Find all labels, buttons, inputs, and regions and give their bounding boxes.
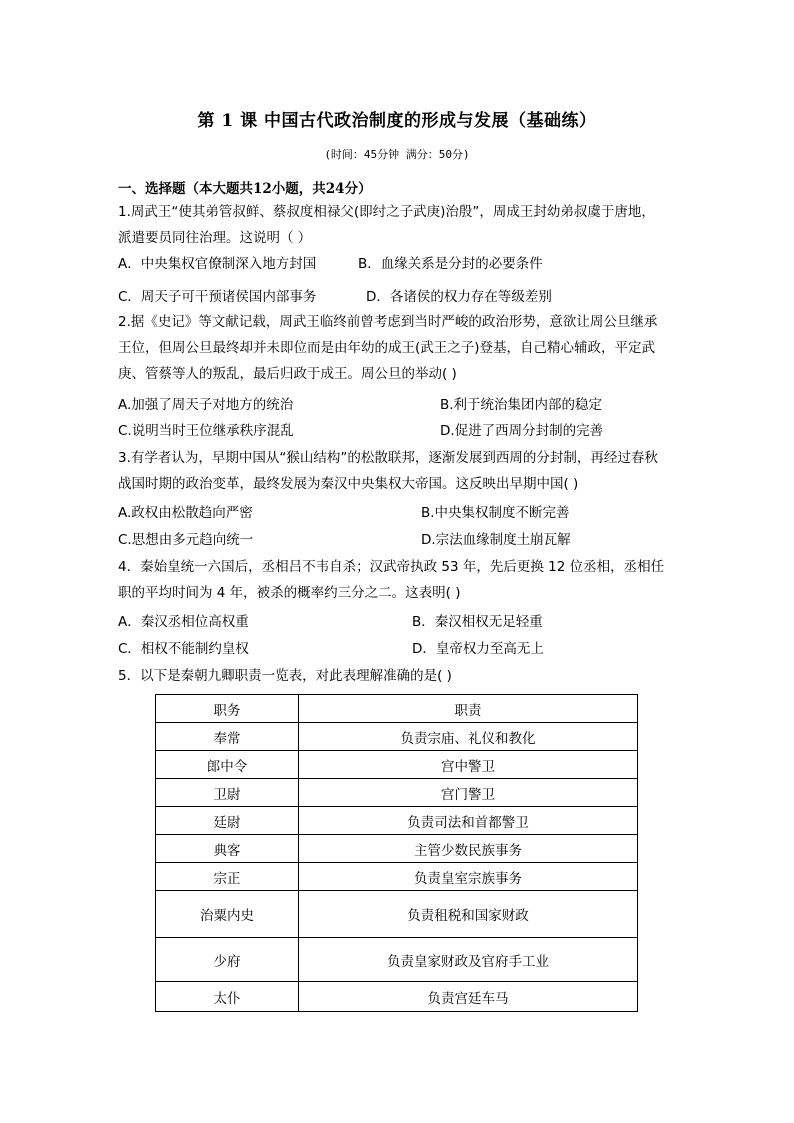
- question-line: 1.周武王“使其弟管叔鲜、蔡叔度相禄父(即纣之子武庚)治殷”，周成王封幼弟叔虞于唐地，: [118, 204, 655, 220]
- question-line: 4．秦始皇统一六国后，丞相吕不韦自杀；汉武帝执政 53 年，先后更换 12 位丞相，丞相任: [118, 559, 665, 575]
- question-line: 庚、管蔡等人的叛乱，最后归政于成王。周公旦的举动( ): [118, 366, 457, 382]
- duty-cell: 主管少数民族事务: [299, 835, 638, 863]
- duty-cell: 负责皇室宗族事务: [299, 863, 638, 891]
- question-4-option-c: C．相权不能制约皇权: [118, 641, 249, 657]
- question-2-stem: [118, 309, 678, 387]
- question-line: 战国时期的政治变革，最终发展为秦汉中央集权大帝国。这反映出早期中国( ): [118, 476, 579, 492]
- question-1-option-b: B．血缘关系是分封的必要条件: [358, 256, 543, 272]
- duty-cell: 宫中警卫: [299, 751, 638, 779]
- duty-cell: 负责宫廷车马: [299, 982, 638, 1012]
- question-line: 王位，但周公旦最终却并未即位而是由年幼的成王(武王之子)登基，自己精心辅政，平定武: [118, 340, 656, 356]
- question-3-option-b: B.中央集权制度不断完善: [421, 505, 570, 521]
- duty-cell: 负责宗庙、礼仪和教化: [299, 723, 638, 751]
- duty-cell: 负责皇家财政及官府手工业: [299, 938, 638, 982]
- table-header-row: [156, 695, 638, 723]
- question-line: 职的平均时间为 4 年，被杀的概率约三分之二。这表明( ): [118, 585, 461, 601]
- table-row: [156, 779, 638, 807]
- question-4-stem: [118, 554, 678, 606]
- nine-ministers-table: [155, 694, 638, 1012]
- question-line: 2.据《史记》等文献记载，周武王临终前曾考虑到当时严峻的政治形势，意欲让周公旦继承: [118, 314, 658, 330]
- question-2-option-c: C.说明当时王位继承秩序混乱: [118, 423, 294, 439]
- question-1-stem: [118, 199, 678, 251]
- question-1-option-c: C．周天子可干预诸侯国内部事务: [118, 289, 317, 305]
- post-cell: 太仆: [156, 982, 299, 1012]
- question-1-option-a: A．中央集权官僚制深入地方封国: [118, 256, 317, 272]
- table-row: [156, 723, 638, 751]
- question-3-stem: [118, 445, 678, 497]
- table-row: [156, 863, 638, 891]
- post-cell: 郎中令: [156, 751, 299, 779]
- post-cell: 宗正: [156, 863, 299, 891]
- post-cell: 典客: [156, 835, 299, 863]
- page-title: 第 1 课 中国古代政治制度的形成与发展（基础练）: [197, 111, 597, 131]
- duty-cell: 负责租税和国家财政: [299, 891, 638, 938]
- question-4-option-d: D．皇帝权力至高无上: [412, 641, 544, 657]
- section-heading: 一、选择题（本大题共12小题，共24分）: [118, 181, 372, 197]
- question-5-stem: [118, 663, 678, 689]
- question-4-option-a: A．秦汉丞相位高权重: [118, 614, 249, 630]
- question-line: 5．以下是秦朝九卿职责一览表，对此表理解准确的是( ): [118, 668, 452, 684]
- page-subtitle: (时间：45分钟 满分：50分): [324, 148, 470, 161]
- table-row: [156, 835, 638, 863]
- post-cell: 治粟内史: [156, 891, 299, 938]
- post-cell: 奉常: [156, 723, 299, 751]
- question-3-option-a: A.政权由松散趋向严密: [118, 505, 253, 521]
- post-cell: 廷尉: [156, 807, 299, 835]
- question-2-option-b: B.利于统治集团内部的稳定: [440, 397, 603, 413]
- duty-cell: 宫门警卫: [299, 779, 638, 807]
- table-row: [156, 938, 638, 982]
- column-header-post: 职务: [156, 695, 299, 723]
- question-2-option-d: D.促进了西周分封制的完善: [440, 423, 604, 439]
- table-row: [156, 891, 638, 938]
- table-row: [156, 807, 638, 835]
- post-cell: 卫尉: [156, 779, 299, 807]
- post-cell: 少府: [156, 938, 299, 982]
- question-1-option-d: D．各诸侯的权力存在等级差别: [366, 289, 552, 305]
- table-row: [156, 982, 638, 1012]
- question-3-option-d: D.宗法血缘制度土崩瓦解: [421, 532, 571, 548]
- question-4-option-b: B．秦汉相权无足轻重: [412, 614, 543, 630]
- duty-cell: 负责司法和首都警卫: [299, 807, 638, 835]
- question-line: 派遣要员同往治理。这说明（ ）: [118, 230, 312, 246]
- question-2-option-a: A.加强了周天子对地方的统治: [118, 397, 294, 413]
- question-3-option-c: C.思想由多元趋向统一: [118, 532, 254, 548]
- column-header-duty: 职责: [299, 695, 638, 723]
- question-line: 3.有学者认为，早期中国从“猴山结构”的松散联邦，逐渐发展到西周的分封制，再经过春秋: [118, 450, 658, 466]
- table-row: [156, 751, 638, 779]
